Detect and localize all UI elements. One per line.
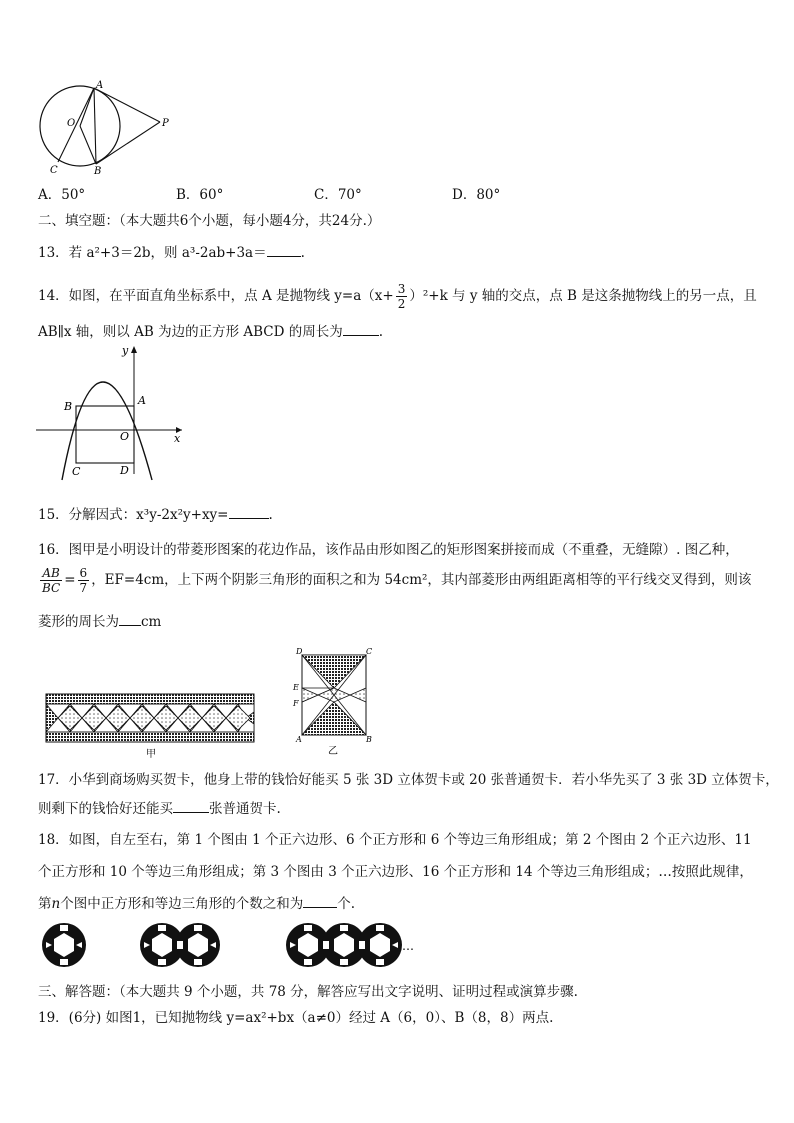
- q18-line3-pre: 第: [38, 896, 52, 912]
- label-d: D: [120, 464, 129, 477]
- label-a: A: [296, 735, 302, 744]
- question-16-line2: [38, 566, 751, 595]
- option-d: D．80°: [452, 187, 501, 203]
- label-c: C: [72, 465, 81, 478]
- label-b: B: [94, 166, 102, 177]
- q14-line2: AB∥x 轴，则以 AB 为边的正方形 ABCD 的周长为: [38, 324, 343, 340]
- question-14-line1: [38, 282, 757, 311]
- option-b: B．60°: [176, 187, 224, 203]
- q18-blank: [303, 895, 337, 908]
- q13-blank: [267, 244, 301, 257]
- label-a: A: [96, 80, 104, 91]
- figure-jia-label: 甲: [146, 749, 156, 760]
- label-p: P: [162, 118, 169, 129]
- question-13: [38, 243, 305, 263]
- section-3-heading: 三、解答题：（本大题共 9 个小题，共 78 分，解答应写出文字说明、证明过程或演算步骤.: [38, 984, 578, 1000]
- label-e: E: [293, 683, 299, 692]
- q18-end: 个.: [337, 896, 355, 912]
- ellipsis: …: [402, 939, 414, 953]
- q17-end: 张普通贺卡.: [209, 801, 281, 817]
- q16-blank: [119, 613, 141, 626]
- option-a: A．50°: [38, 187, 86, 203]
- q15-blank: [229, 506, 269, 519]
- q16-frac2-den: 7: [79, 581, 88, 595]
- label-o: O: [120, 430, 130, 443]
- q14-fraction: [396, 282, 408, 311]
- q15-text: 15．分解因式：x³y-2x²y+xy=: [38, 507, 229, 523]
- pattern-3: [286, 923, 402, 967]
- label-x: x: [174, 432, 181, 445]
- figure-yi-label: 乙: [328, 746, 338, 756]
- q14-frac-num: 3: [397, 282, 406, 296]
- question-19: 19．(6分) 如图1，已知抛物线 y=ax²+bx（a≠0）经过 A（6，0）、B（8，8）两点.: [38, 1010, 554, 1026]
- q13-text: 13．若 a²+3＝2b，则 a³-2ab+3a＝: [38, 245, 267, 261]
- label-a: A: [138, 394, 146, 407]
- q16-frac-num: AB: [40, 566, 62, 581]
- q16-figure-jia: [40, 688, 262, 760]
- question-17-line2: [38, 799, 281, 819]
- q17-line2: 则剩下的钱恰好还能买: [38, 801, 173, 817]
- q14-line1-post: ）²+k 与 y 轴的交点，点 B 是这条抛物线上的另一点，且: [409, 288, 757, 304]
- label-d: D: [296, 647, 303, 656]
- q16-fraction-ab-bc: [40, 566, 62, 595]
- question-18-line3: [38, 894, 355, 914]
- q14-frac-den: 2: [397, 297, 406, 311]
- label-c: C: [50, 165, 58, 176]
- q18-hexagon-figure: [40, 920, 420, 974]
- q14-blank: [343, 323, 379, 336]
- question-16-line1: 16．图甲是小明设计的带菱形图案的花边作品，该作品由形如图乙的矩形图案拼接而成（不重叠，无缝隙）. 图乙种，: [38, 542, 739, 558]
- q16-eq: =: [64, 572, 76, 588]
- question-18-line2: 个正方形和 10 个等边三角形组成；第 3 个图由 3 个正六边形、16 个正方形和 14 个等边三角形组成；…按照此规律，: [38, 864, 753, 880]
- question-16-line3: [38, 612, 161, 632]
- pattern-2: [140, 923, 220, 967]
- q17-blank: [173, 800, 209, 813]
- q14-parabola-figure: [34, 342, 194, 482]
- label-b: B: [64, 400, 73, 413]
- q18-line3-post: 个图中正方形和等边三角形的个数之和为: [60, 896, 304, 912]
- q16-frac-den: BC: [42, 581, 61, 595]
- label-y: y: [122, 344, 129, 357]
- question-14-line2: [38, 322, 383, 342]
- q16-fraction-6-7: [78, 566, 90, 595]
- q15-end: .: [268, 507, 273, 523]
- q16-line2-post: ，EF=4cm，上下两个阴影三角形的面积之和为 54cm²，其内部菱形由两组距离相等的平行线交叉得到，则该: [91, 572, 752, 588]
- label-o: O: [67, 118, 76, 129]
- option-c: C．70°: [314, 187, 362, 203]
- pattern-1: [42, 923, 86, 967]
- q12-circle-figure: [34, 78, 174, 178]
- question-17-line1: 17．小华到商场购买贺卡，他身上带的钱恰好能买 5 张 3D 立体贺卡或 20 张普通贺卡．若小华先买了 3 张 3D 立体贺卡，: [38, 772, 779, 788]
- q18-n: n: [51, 896, 61, 912]
- question-15: [38, 505, 273, 525]
- q16-figure-yi: [290, 644, 382, 756]
- section-2-heading: 二、填空题：（本大题共6个小题，每小题4分，共24分.）: [38, 213, 381, 229]
- label-c: C: [366, 647, 373, 656]
- q14-end: .: [378, 324, 384, 340]
- q16-line3: 菱形的周长为: [38, 614, 119, 630]
- q16-frac2-num: 6: [79, 566, 88, 580]
- q13-end: .: [300, 245, 305, 261]
- label-f: F: [293, 699, 299, 708]
- q16-end: cm: [141, 614, 162, 630]
- label-b: B: [366, 735, 372, 744]
- q14-line1-pre: 14．如图，在平面直角坐标系中，点 A 是抛物线 y=a（x+: [38, 288, 394, 304]
- question-18-line1: 18．如图，自左至右，第 1 个图由 1 个正六边形、6 个正方形和 6 个等边三角形组成；第 2 个图由 2 个正六边形、11: [38, 832, 752, 848]
